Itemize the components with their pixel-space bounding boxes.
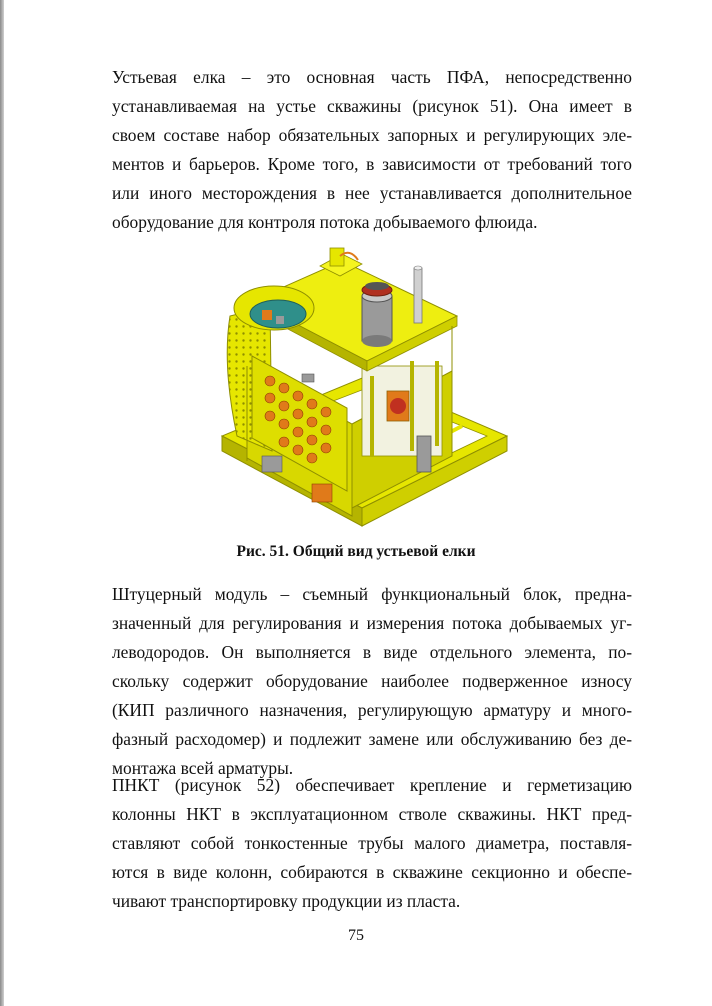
paragraph-line: Устьевая елка – это основная часть ПФА, непосредственно <box>112 67 632 87</box>
paragraph-line: (КИП различного назначения, регулирующую арматуру и много- <box>112 700 632 720</box>
page-number: 75 <box>348 927 364 944</box>
paragraph-line: скольку содержит оборудование наиболее подверженное износу <box>112 671 632 691</box>
figure-wellhead-tree-image <box>212 246 512 536</box>
paragraph-line: оборудование для контроля потока добываемого флюида. <box>112 212 538 232</box>
paragraph-line: монтажа всей арматуры. <box>112 758 294 778</box>
paragraph-line: ПНКТ (рисунок 52) обеспечивает крепление и герметизацию <box>112 775 632 795</box>
paragraph-line: леводородов. Он выполняется в виде отдельного элемента, по- <box>112 642 632 662</box>
paragraph-line: чивают транспортировку продукции из пласта. <box>112 891 461 911</box>
paragraph-line: устанавливаемая на устье скважины (рисунок 51). Она имеет в <box>112 96 632 116</box>
paragraph-line: ментов и барьеров. Кроме того, в зависимости от требований того <box>112 154 632 174</box>
paragraph-line: или иного месторождения в нее устанавливается дополнительное <box>112 183 632 203</box>
paragraph-wellhead-tree <box>112 63 632 237</box>
paragraph-line: фазный расходомер) и подлежит замене или обслуживанию без де- <box>112 729 632 749</box>
paragraph-line: ставляют собой тонкостенные трубы малого диаметра, поставля- <box>112 833 632 853</box>
paragraph-line: Штуцерный модуль – съемный функциональный блок, предна- <box>112 584 632 604</box>
paragraph-line: колонны НКТ в эксплуатационном стволе скважины. НКТ пред- <box>112 804 632 824</box>
paragraph-line: ются в виде колонн, собираются в скважине секционно и обеспе- <box>112 862 632 882</box>
wellhead-tree-illustration <box>212 246 512 536</box>
page-edge <box>0 0 4 1006</box>
figure-caption: Рис. 51. Общий вид устьевой елки <box>236 543 476 560</box>
paragraph-line: значенный для регулирования и измерения потока добываемых уг- <box>112 613 632 633</box>
paragraph-line: своем составе набор обязательных запорных и регулирующих эле- <box>112 125 632 145</box>
paragraph-choke-module <box>112 580 632 783</box>
paragraph-tubing-hanger <box>112 771 632 916</box>
